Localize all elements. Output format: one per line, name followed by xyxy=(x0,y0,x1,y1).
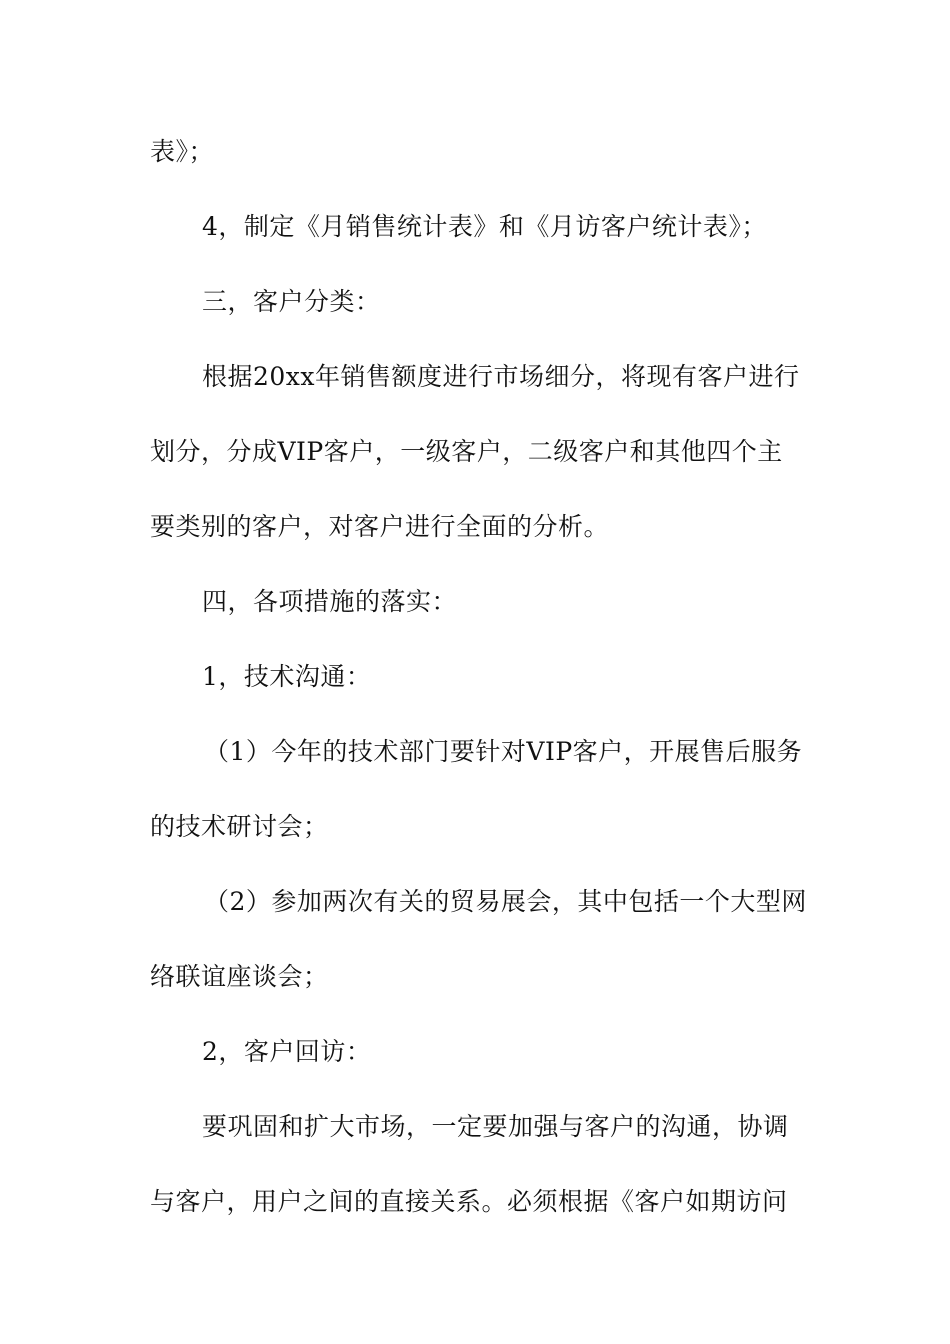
list-item-line: 络联谊座谈会； xyxy=(150,962,329,991)
paragraph-line: 根据20xx年销售额度进行市场细分，将现有客户进行 xyxy=(202,362,800,391)
subsection-heading: 2，客户回访： xyxy=(202,1037,372,1066)
list-item-line: （2）参加两次有关的贸易展会，其中包括一个大型网 xyxy=(204,887,807,916)
section-heading: 三，客户分类： xyxy=(202,287,381,316)
list-item-line: （1）今年的技术部门要针对VIP客户，开展售后服务 xyxy=(204,737,803,766)
text-line: 表》； xyxy=(150,137,215,166)
section-heading: 四，各项措施的落实： xyxy=(202,587,458,616)
text-line: 4，制定《月销售统计表》和《月访客户统计表》； xyxy=(202,212,767,241)
paragraph-line: 要类别的客户，对客户进行全面的分析。 xyxy=(150,512,610,541)
list-item-line: 的技术研讨会； xyxy=(150,812,329,841)
paragraph-line: 与客户，用户之间的直接关系。必须根据《客户如期访问 xyxy=(150,1187,788,1216)
paragraph-line: 要巩固和扩大市场，一定要加强与客户的沟通，协调 xyxy=(202,1112,789,1141)
subsection-heading: 1，技术沟通： xyxy=(202,662,372,691)
paragraph-line: 划分，分成VIP客户，一级客户，二级客户和其他四个主 xyxy=(150,437,783,466)
